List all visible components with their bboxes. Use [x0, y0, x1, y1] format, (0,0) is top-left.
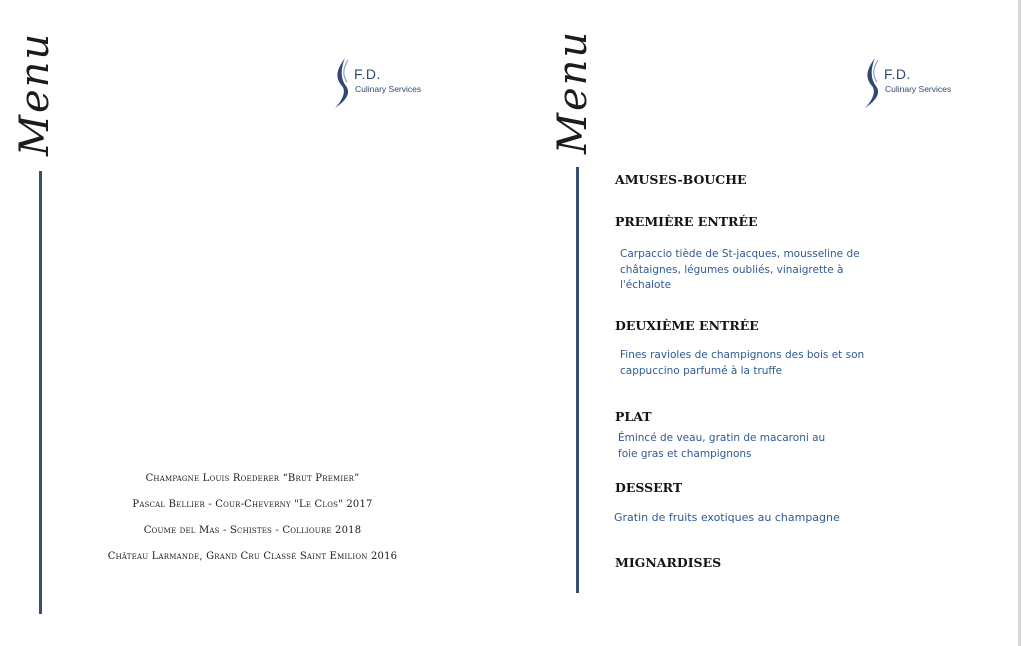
page-edge — [1018, 0, 1021, 646]
logo-initials: F.D. — [884, 66, 911, 82]
wine-item: Pascal Bellier - Cour-Cheverny "Le Clos" 2017 — [132, 499, 373, 510]
course-title-mignardises: MIGNARDISES — [615, 555, 722, 570]
dish-line: Émincé de veau, gratin de macaroni au — [618, 432, 826, 444]
course-title-amuses-bouche: AMUSES-BOUCHE — [615, 172, 747, 187]
vertical-divider-right — [576, 167, 579, 593]
dish-dessert — [614, 510, 840, 526]
dish-line: Gratin de fruits exotiques au champagne — [614, 511, 840, 524]
course-title-deuxieme-entree: DEUXIÈME ENTRÉE — [615, 318, 759, 333]
course-title-premiere-entree: PREMIÈRE ENTRÉE — [615, 214, 758, 229]
dish-deuxieme-entree — [620, 348, 864, 379]
dish-line: Carpaccio tiède de St-jacques, mousseline de — [620, 248, 860, 260]
dish-line: foie gras et champignons — [618, 447, 752, 460]
dish-plat — [618, 431, 825, 462]
wine-list — [60, 471, 445, 575]
dish-line: cappuccino parfumé à la truffe — [620, 364, 783, 377]
course-title-plat: PLAT — [615, 409, 652, 424]
logo-subtitle: Culinary Services — [885, 84, 952, 94]
dish-premiere-entree — [620, 247, 860, 294]
wine-item: Champagne Louis Roederer “Brut Premier” — [145, 473, 360, 484]
dish-line: l'échalote — [620, 279, 672, 291]
dish-line: Fines ravioles de champignons des bois et son — [620, 349, 865, 361]
menu-title-right: Menu — [550, 29, 596, 154]
course-title-dessert: DESSERT — [615, 480, 683, 495]
swoosh-icon — [332, 56, 354, 112]
menu-title-left: Menu — [12, 31, 58, 156]
fd-logo-right — [862, 56, 972, 112]
logo-initials: F.D. — [354, 66, 381, 82]
wine-item: Château Larmande, Grand Cru Classé Saint Emilion 2016 — [107, 551, 398, 562]
dish-line: châtaignes, légumes oubliés, vinaigrette à — [620, 263, 844, 276]
fd-logo-left — [332, 56, 442, 112]
swoosh-icon — [862, 56, 884, 112]
logo-subtitle: Culinary Services — [355, 84, 422, 94]
wine-item: Coume del Mas - Schistes - Collioure 2018 — [143, 525, 362, 536]
vertical-divider-left — [39, 171, 42, 614]
